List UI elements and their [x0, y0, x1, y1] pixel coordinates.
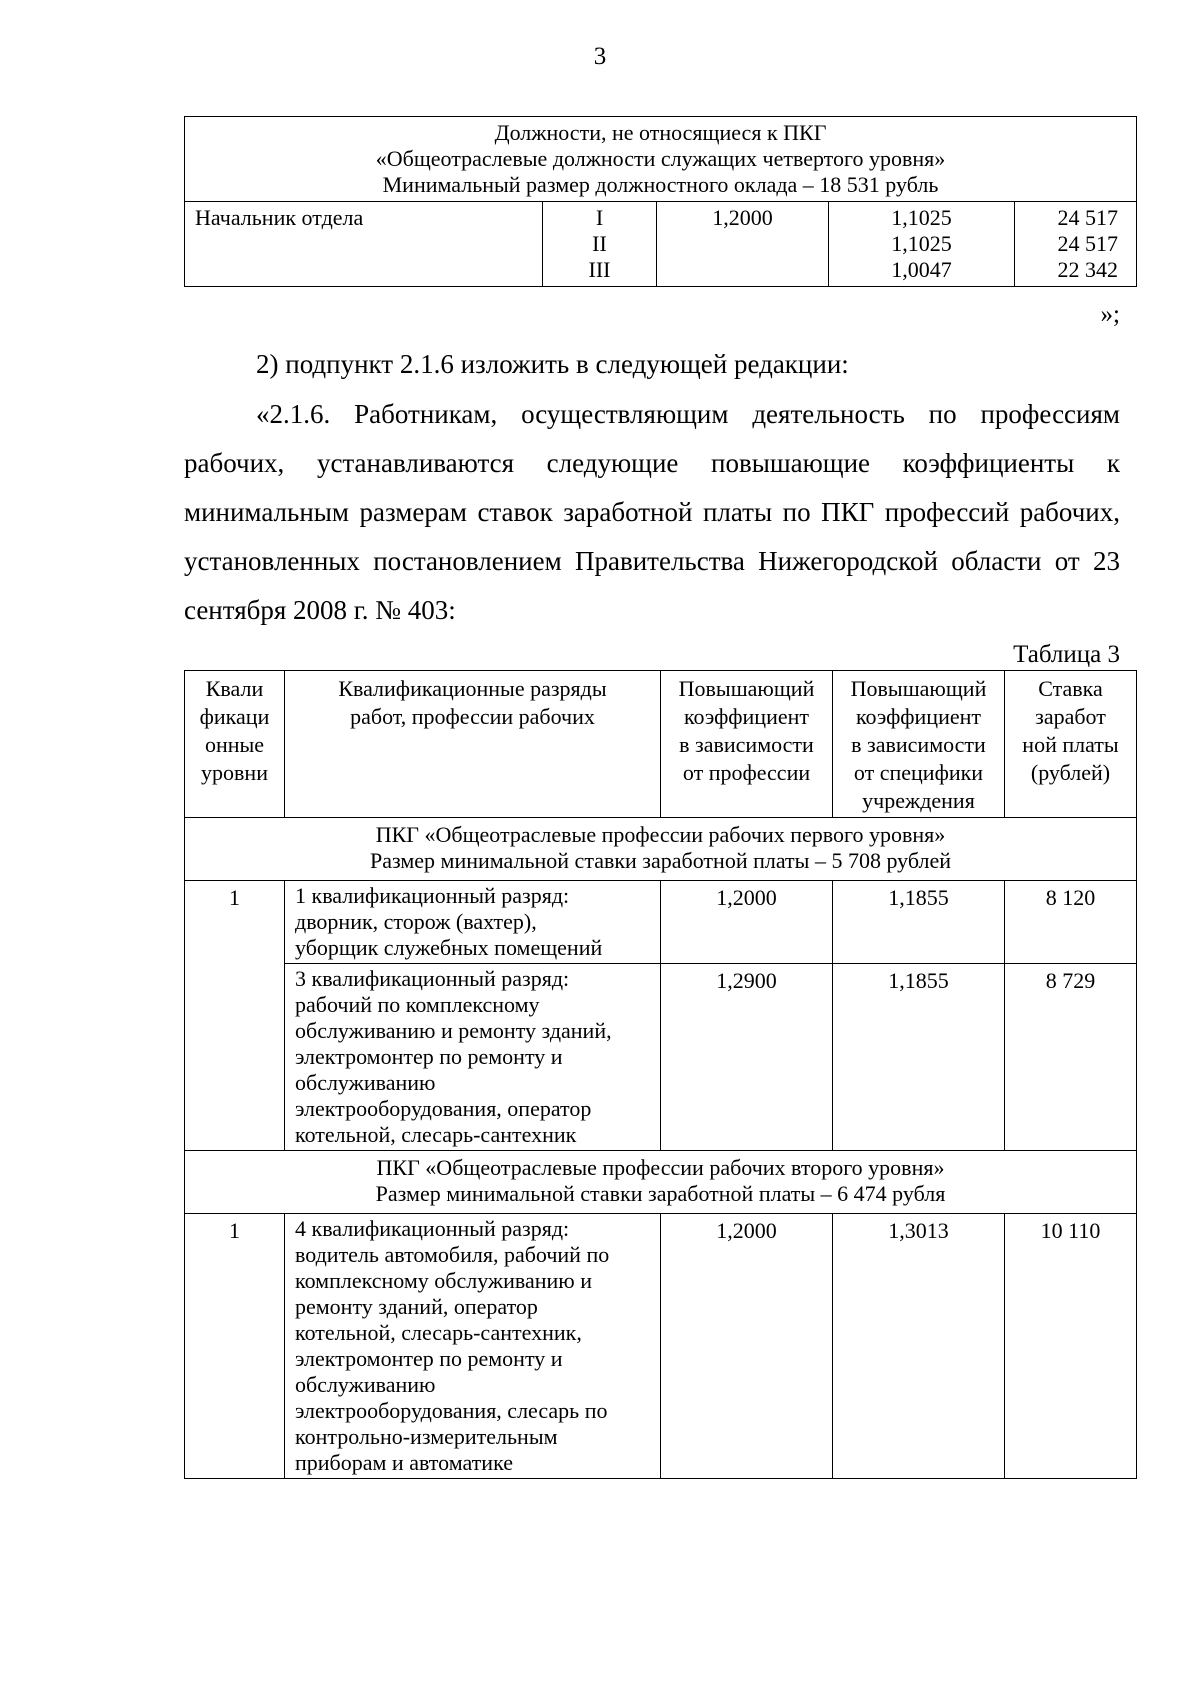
header-line: (рублей)	[1030, 760, 1111, 785]
closing-quote: »;	[1100, 301, 1120, 328]
profession-line: 4 квалификационный разряд:	[295, 1216, 570, 1241]
coef-profession-cell: 1,2900	[661, 964, 833, 1151]
header-line: Квали	[205, 676, 264, 701]
page-number: 3	[593, 43, 607, 70]
group-header-row	[185, 818, 1137, 881]
salary-cell	[1015, 202, 1137, 287]
table-row	[185, 1214, 1137, 1479]
coef-value: 1,1025	[891, 205, 952, 230]
salary-value: 22 342	[1057, 257, 1119, 282]
table-row	[185, 202, 1137, 287]
profession-line: комплексному обслуживанию и	[295, 1268, 593, 1293]
profession-line: обслуживанию	[295, 1372, 436, 1397]
table-caption: Таблица 3	[1013, 641, 1120, 668]
profession-line: электромонтер по ремонту и	[295, 1044, 563, 1069]
header-line: ной платы	[1022, 732, 1119, 757]
header-line: Должности, не относящиеся к ПКГ	[494, 120, 827, 145]
salary-cell: 8 120	[1005, 881, 1137, 964]
header-line: Квалификационные разряды	[338, 676, 607, 701]
profession-line: контрольно-измерительным	[295, 1424, 558, 1449]
salary-value: 24 517	[1057, 205, 1119, 230]
header-salary	[1005, 671, 1137, 818]
group-title-line: Размер минимальной ставки заработной платы – 6 474 рубля	[375, 1181, 946, 1206]
header-line: Повышающий	[850, 676, 987, 701]
salary-value: 24 517	[1057, 231, 1119, 256]
level-cell: I	[595, 205, 604, 230]
profession-line: приборам и автоматике	[295, 1450, 513, 1475]
coef-value: 1,1025	[891, 231, 952, 256]
profession-cell	[285, 964, 661, 1151]
header-qual-level	[185, 671, 285, 818]
coef-institution-cell: 1,1855	[833, 964, 1005, 1151]
group-title	[185, 1151, 1137, 1214]
paragraph-subclause: 2) подпункт 2.1.6 изложить в следующей редакции:	[256, 349, 849, 379]
header-line: учреждения	[862, 788, 975, 813]
profession-line: ремонту зданий, оператор	[295, 1294, 538, 1319]
table-header-row	[185, 671, 1137, 818]
position-name: Начальник отдела	[185, 202, 543, 287]
coef-profession-cell: 1,2000	[661, 881, 833, 964]
header-line: Минимальный размер должностного оклада – 18 531 рубль	[382, 172, 939, 197]
profession-line: 1 квалификационный разряд:	[295, 883, 570, 908]
salary-cell: 8 729	[1005, 964, 1137, 1151]
coef-institution-cell: 1,1855	[833, 881, 1005, 964]
profession-line: котельной, слесарь-сантехник	[295, 1122, 577, 1147]
profession-line: электрооборудования, оператор	[295, 1096, 592, 1121]
group-title-line: Размер минимальной ставки заработной платы – 5 708 рублей	[369, 848, 952, 873]
header-line: Повышающий	[678, 676, 815, 701]
header-line: от профессии	[682, 760, 811, 785]
header-line: фикаци	[199, 704, 270, 729]
table-row	[185, 881, 1137, 964]
level-cell: III	[588, 257, 611, 282]
group-title-line: ПКГ «Общеотраслевые профессии рабочих второго уровня»	[376, 1155, 945, 1180]
header-grades	[285, 671, 661, 818]
profession-line: котельной, слесарь-сантехник,	[295, 1320, 582, 1345]
profession-cell	[285, 881, 661, 964]
level-cell: 1	[185, 881, 285, 1151]
workers-table	[184, 670, 1137, 1479]
table-group-header	[185, 117, 1137, 202]
profession-line: электромонтер по ремонту и	[295, 1346, 563, 1371]
level-cell: 1	[185, 1214, 285, 1479]
profession-line: уборщик служебных помещений	[295, 935, 603, 960]
coef-profession-cell: 1,2000	[657, 202, 829, 287]
profession-line: водитель автомобиля, рабочий по	[295, 1242, 610, 1267]
profession-line: рабочий по комплексному	[295, 992, 540, 1017]
group-title-line: ПКГ «Общеотраслевые профессии рабочих первого уровня»	[375, 822, 946, 847]
salary-cell: 10 110	[1005, 1214, 1137, 1479]
table-row	[185, 964, 1137, 1151]
group-header-row	[185, 1151, 1137, 1214]
profession-line: дворник, сторож (вахтер),	[295, 909, 537, 934]
coef-institution-cell: 1,3013	[833, 1214, 1005, 1479]
header-line: заработ	[1035, 704, 1106, 729]
coef-profession-cell: 1,2000	[661, 1214, 833, 1479]
header-line: онные	[204, 732, 265, 757]
profession-line: обслуживанию и ремонту зданий,	[295, 1018, 612, 1043]
header-line: от специфики	[853, 760, 984, 785]
profession-line: электрооборудования, слесарь по	[295, 1398, 608, 1423]
level-cell: II	[592, 231, 607, 256]
header-line: в зависимости	[851, 732, 986, 757]
profession-cell	[285, 1214, 661, 1479]
header-coef-institution	[833, 671, 1005, 818]
group-title	[185, 818, 1137, 881]
header-line: коэффициент	[855, 704, 981, 729]
paragraph-clause-text: «2.1.6. Работникам, осуществляющим деятельность по профессиям рабочих, устанавливаются следующие повышающие коэффициенты к минимальным размерам ставок заработной платы по ПКГ профессий рабочих, установленных постановлением Правительства Нижегородской области от 23 сентября 2008 г. № 403:	[184, 399, 1120, 625]
header-line: коэффициент	[683, 704, 809, 729]
coef-value: 1,0047	[891, 257, 952, 282]
header-coef-profession	[661, 671, 833, 818]
header-line: в зависимости	[679, 732, 814, 757]
header-line: уровни	[201, 760, 268, 785]
coef-institution-cell	[829, 202, 1015, 287]
positions-table	[184, 116, 1137, 287]
header-line: Ставка	[1038, 676, 1103, 701]
profession-line: обслуживанию	[295, 1070, 436, 1095]
header-line: работ, профессии рабочих	[350, 704, 595, 729]
header-line: «Общеотраслевые должности служащих четвертого уровня»	[375, 146, 946, 171]
profession-line: 3 квалификационный разряд:	[295, 966, 570, 991]
position-levels	[543, 202, 657, 287]
table-header-row	[185, 117, 1137, 202]
